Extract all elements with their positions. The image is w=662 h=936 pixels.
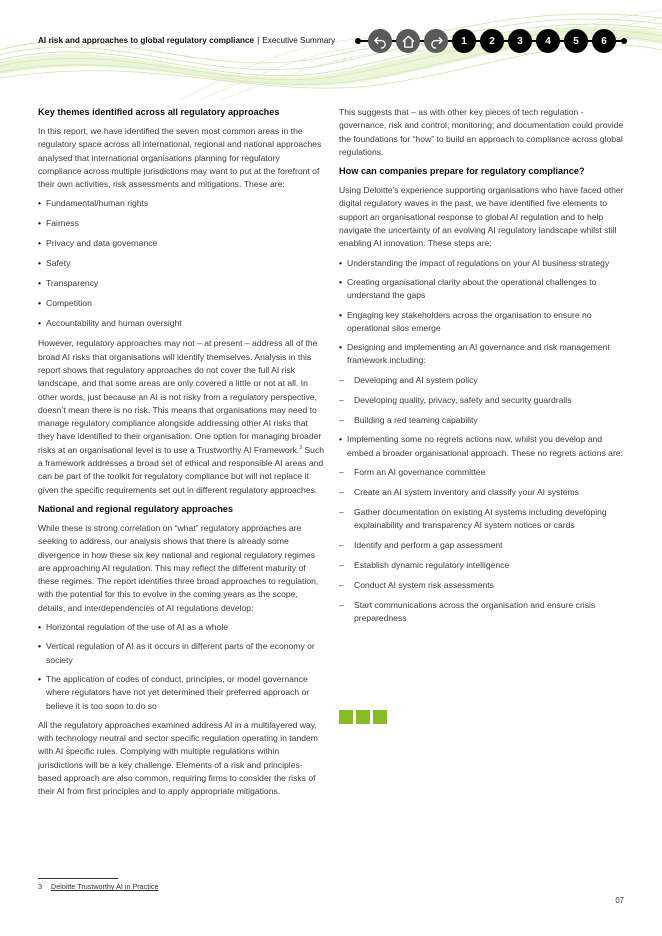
page-5-button[interactable]: 5	[564, 29, 588, 53]
foundations-paragraph: This suggests that – as with other key pieces of tech regulation - governance, risk and control; monitoring; and documentation could provide the foundations for “how” to build an approach to compliance across global regulations.	[339, 107, 624, 157]
no-regrets-step	[339, 433, 626, 460]
back-icon	[373, 34, 388, 49]
list-item: • Designing and implementing an AI governance and risk management framework including:	[339, 341, 626, 368]
list-item: – Create an AI system inventory and classify your AI systems	[339, 486, 626, 499]
list-item: • The application of codes of conduct, principles, or model governance where regulators have not yet determined their preferred approach or believe it is too soon to do so	[38, 673, 325, 713]
key-themes-heading: Key themes identified across all regulatory approaches	[38, 107, 280, 117]
themes-list	[38, 197, 325, 330]
paragraph-text: However, regulatory approaches may not – at present – address all of the broad AI risks that organisations will identify themselves. Analysis in this report shows that regulatory approaches do not cover the full AI risk landscape, and that some areas are only covered a little or not at all. In other words, just because an AI is not risky from a regulatory perspective, doesn’t mean there is no risk. This means that organisations may need to manage regulatory compliance alongside addressing other AI risks that they have identified to their organisation. One option for managing broader risks at an organisational level is to use a Trustworthy AI Framework.	[38, 338, 322, 455]
green-square	[356, 710, 370, 724]
list-item: • Engaging key stakeholders across the organisation to ensure no operational silos emerge	[339, 309, 626, 336]
page-6-button[interactable]: 6	[592, 29, 616, 53]
five-elements-intro: Using Deloitte’s experience supporting organisations who have faced other digital regulatory waves in the past, we have identified five elements to support an organisational response to global AI regulation and to help navigate the uncertainty of an evolving AI regulatory landscape whilst still enabling AI innovation. These steps are:	[339, 185, 624, 249]
list-item: – Conduct AI system risk assessments	[339, 579, 626, 592]
list-item: – Building a red teaming capability	[339, 414, 626, 427]
list-item: • Competition	[38, 297, 325, 310]
green-square	[373, 710, 387, 724]
list-item: • Privacy and data governance	[38, 237, 325, 250]
document-title	[38, 36, 335, 45]
forward-button[interactable]	[424, 29, 448, 53]
actions-sublist	[339, 466, 626, 625]
regulatory-gaps-paragraph	[38, 337, 325, 497]
list-item: • Vertical regulation of AI as it occurs in different parts of the economy or society	[38, 640, 325, 667]
page-1-button[interactable]: 1	[452, 29, 476, 53]
list-item: • Accountability and human oversight	[38, 317, 325, 330]
list-item: – Establish dynamic regulatory intelligence	[339, 559, 626, 572]
list-item: – Identify and perform a gap assessment	[339, 539, 626, 552]
page-number: 07	[615, 896, 624, 905]
footnote-reference[interactable]: 3	[299, 444, 303, 451]
national-regional-intro: While these is strong correlation on “what” regulatory approaches are seeking to address, our analysis shows that there is already some divergence in how these six key national and regional regulatory regimes are approaching AI regulation. This may reflect the different maturity of these regimes. The report identifies three broad approaches to regulation, with the potential for this to evolve in the coming years as the scope, details, and interdependencies of AI regulations develop:	[38, 522, 319, 613]
list-item: • Fundamental/human rights	[38, 197, 325, 210]
left-column	[38, 106, 325, 805]
list-item: • Transparency	[38, 277, 325, 290]
list-item: • Fairness	[38, 217, 325, 230]
list-item: – Form an AI governance committee	[339, 466, 626, 479]
list-item: • Implementing some no regrets actions now, whilst you develop and embed a broader organisational approach. These no regrets actions are:	[339, 433, 626, 460]
list-item: – Gather documentation on existing AI systems including developing explainability and transparency AI system notices or cards	[339, 506, 626, 533]
steps-list	[339, 257, 626, 368]
forward-icon	[429, 34, 444, 49]
key-themes-intro: In this report, we have identified the seven most common areas in the regulatory space across all international, regional and national approaches analysed that international organisations planning for regulatory compliance across multiple jurisdictions may want to put at the forefront of their own activities, risk assessments and mitigations. These are:	[38, 126, 322, 190]
green-square	[339, 710, 353, 724]
right-column	[339, 106, 626, 632]
list-item: • Safety	[38, 257, 325, 270]
list-item: • Creating organisational clarity about the operational challenges to understand the gaps	[339, 276, 626, 303]
nav-end-dot	[621, 38, 627, 44]
list-item: • Understanding the impact of regulations on your AI business strategy	[339, 257, 626, 270]
page-4-button[interactable]: 4	[536, 29, 560, 53]
footnote-divider	[38, 878, 118, 879]
national-regional-heading: National and regional regulatory approaches	[38, 503, 234, 514]
approaches-list	[38, 621, 325, 713]
section-title: Executive Summary	[262, 36, 336, 45]
home-icon	[401, 34, 416, 49]
footnote-number: 3	[38, 882, 42, 891]
list-item: – Developing quality, privacy, safety and security guardrails	[339, 394, 626, 407]
home-button[interactable]	[396, 29, 420, 53]
page-3-button[interactable]: 3	[508, 29, 532, 53]
report-title: AI risk and approaches to global regulatory compliance	[38, 36, 255, 45]
paragraph-text: Such a framework addresses a broad set of ethical and responsible AI areas and can be part of the toolkit for regulatory compliance but will not replace it given the specific requirements set out in different regulatory approaches.	[38, 444, 325, 495]
list-item: – Developing and AI system policy	[339, 374, 626, 387]
list-item: – Start communications across the organisation and ensure crisis preparedness	[339, 599, 626, 626]
page-2-button[interactable]: 2	[480, 29, 504, 53]
footnote	[38, 882, 158, 891]
list-item: • Horizontal regulation of the use of AI as a whole	[38, 621, 325, 634]
nav-start-dot	[355, 38, 361, 44]
back-button[interactable]	[368, 29, 392, 53]
page-header	[0, 0, 662, 100]
prepare-compliance-heading: How can companies prepare for regulatory compliance?	[339, 166, 585, 177]
framework-sublist	[339, 374, 626, 427]
title-separator: |	[257, 36, 260, 45]
multilayered-paragraph: All the regulatory approaches examined address AI in a multilayered way, with technology neutral and sector specific regulation operating in tandem with AI specific rules. Complying with multiple regulations within jurisdictions will be a key challenge. Elements of a risk and principles-based approach are also common, requiring firms to consider the risks of their AI from first principles and to apply appropriate mitigations.	[38, 719, 318, 797]
page-navigation	[356, 29, 626, 53]
footnote-link[interactable]: Deloitte Trustworthy AI in Practice	[51, 882, 159, 891]
